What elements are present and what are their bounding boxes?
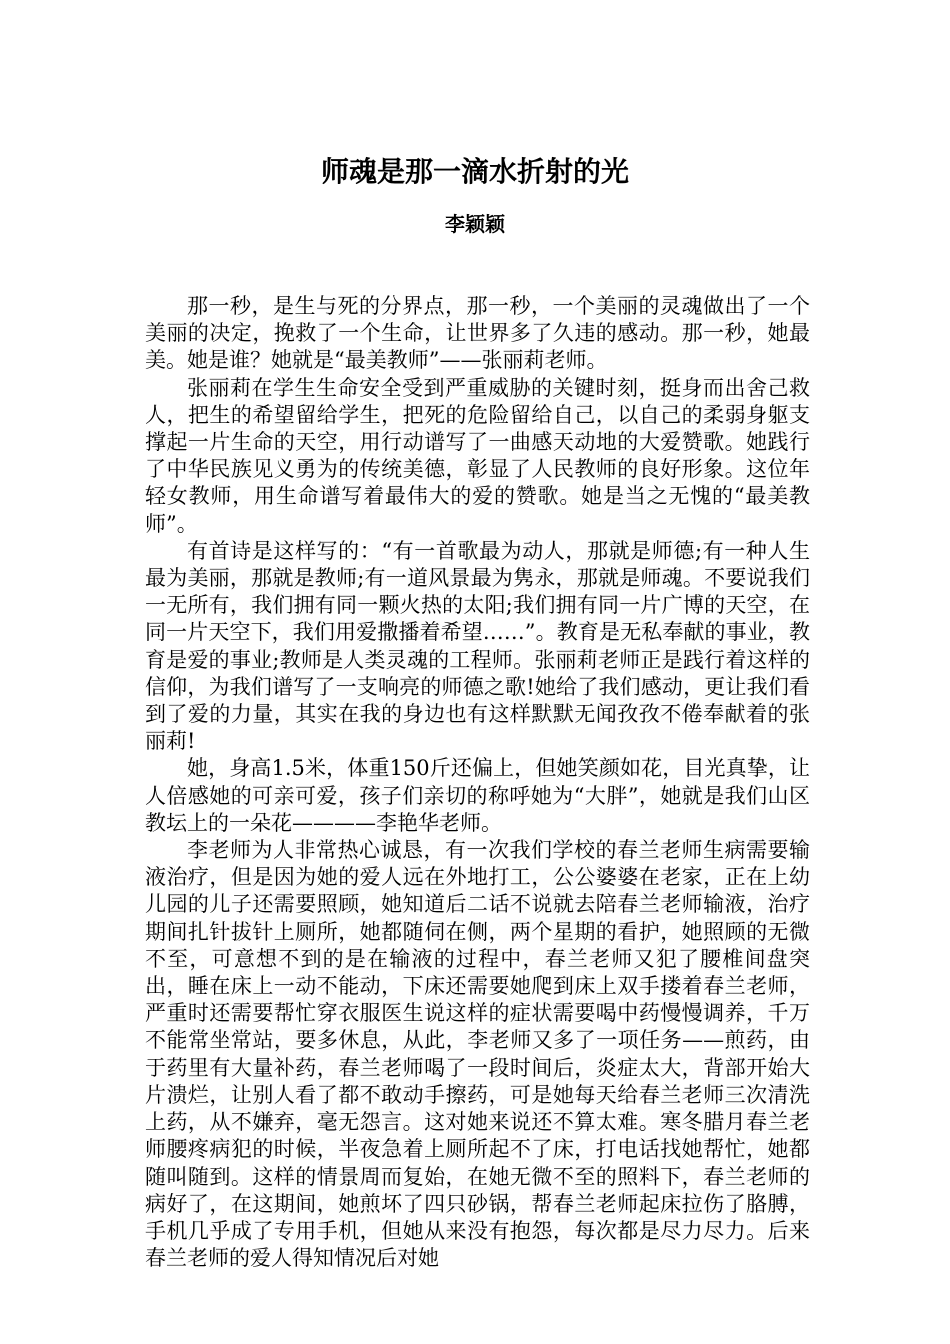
article-title: 师魂是那一滴水折射的光 xyxy=(320,155,629,188)
paragraph: 那一秒，是生与死的分界点，那一秒，一个美丽的灵魂做出了一个美丽的决定，挽救了一个生命，让世界多了久违的感动。那一秒，她最美。她是谁？她就是“最美教师”——张丽莉老师。 xyxy=(145,294,810,373)
article-author: 李颖颖 xyxy=(445,212,505,236)
paragraph: 她，身高1.5米，体重150斤还偏上，但她笑颜如花，目光真挚，让人倍感她的可亲可爱，孩子们亲切的称呼她为“大胖”，她就是我们山区教坛上的一朵花————李艳华老师。 xyxy=(145,756,810,835)
paragraph: 李老师为人非常热心诚恳，有一次我们学校的春兰老师生病需要输液治疗，但是因为她的爱人远在外地打工，公公婆婆在老家，正在上幼儿园的儿子还需要照顾，她知道后二话不说就去陪春兰老师输液，治疗期间扎针拔针上厕所，她都随伺在侧，两个星期的看护，她照顾的无微不至，可意想不到的是在输液的过程中，春兰老师又犯了腰椎间盘突出，睡在床上一动不能动，下床还需要她爬到床上双手搂着春兰老师，严重时还需要帮忙穿衣服医生说这样的症状需要喝中药慢慢调养，千万不能常坐常站，要多休息，从此，李老师又多了一项任务——煎药，由于药里有大量补药，春兰老师喝了一段时间后，炎症太大，背部开始大片溃烂，让别人看了都不敢动手擦药，可是她每天给春兰老师三次清洗上药，从不嫌弃，毫无怨言。这对她来说还不算太难。寒冬腊月春兰老师腰疼病犯的时候，半夜急着上厕所起不了床，打电话找她帮忙，她都随叫随到。这样的情景周而复始，在她无微不至的照料下，春兰老师的病好了，在这期间，她煎坏了四只砂锅，帮春兰老师起床拉伤了胳膊，手机几乎成了专用手机，但她从来没有抱怨，每次都是尽力尽力。后来春兰老师的爱人得知情况后对她 xyxy=(145,838,810,1271)
article-body xyxy=(145,293,810,1272)
paragraph: 有首诗是这样写的：“有一首歌最为动人，那就是师德;有一种人生最为美丽，那就是教师;有一道风景最为隽永，那就是师魂。不要说我们一无所有，我们拥有同一颗火热的太阳;我们拥有同一片广博的天空，在同一片天空下，我们用爱撒播着希望……”。教育是无私奉献的事业，教育是爱的事业;教师是人类灵魂的工程师。张丽莉老师正是践行着这样的信仰，为我们谱写了一支响亮的师德之歌!她给了我们感动，更让我们看到了爱的力量，其实在我的身边也有这样默默无闻孜孜不倦奉献着的张丽莉! xyxy=(145,538,810,754)
paragraph: 张丽莉在学生生命安全受到严重威胁的关键时刻，挺身而出舍己救人，把生的希望留给学生，把死的危险留给自己，以自己的柔弱身躯支撑起一片生命的天空，用行动谱写了一曲感天动地的大爱赞歌。她践行了中华民族见义勇为的传统美德，彰显了人民教师的良好形象。这位年轻女教师，用生命谱写着最伟大的爱的赞歌。她是当之无愧的“最美教师”。 xyxy=(145,375,810,536)
